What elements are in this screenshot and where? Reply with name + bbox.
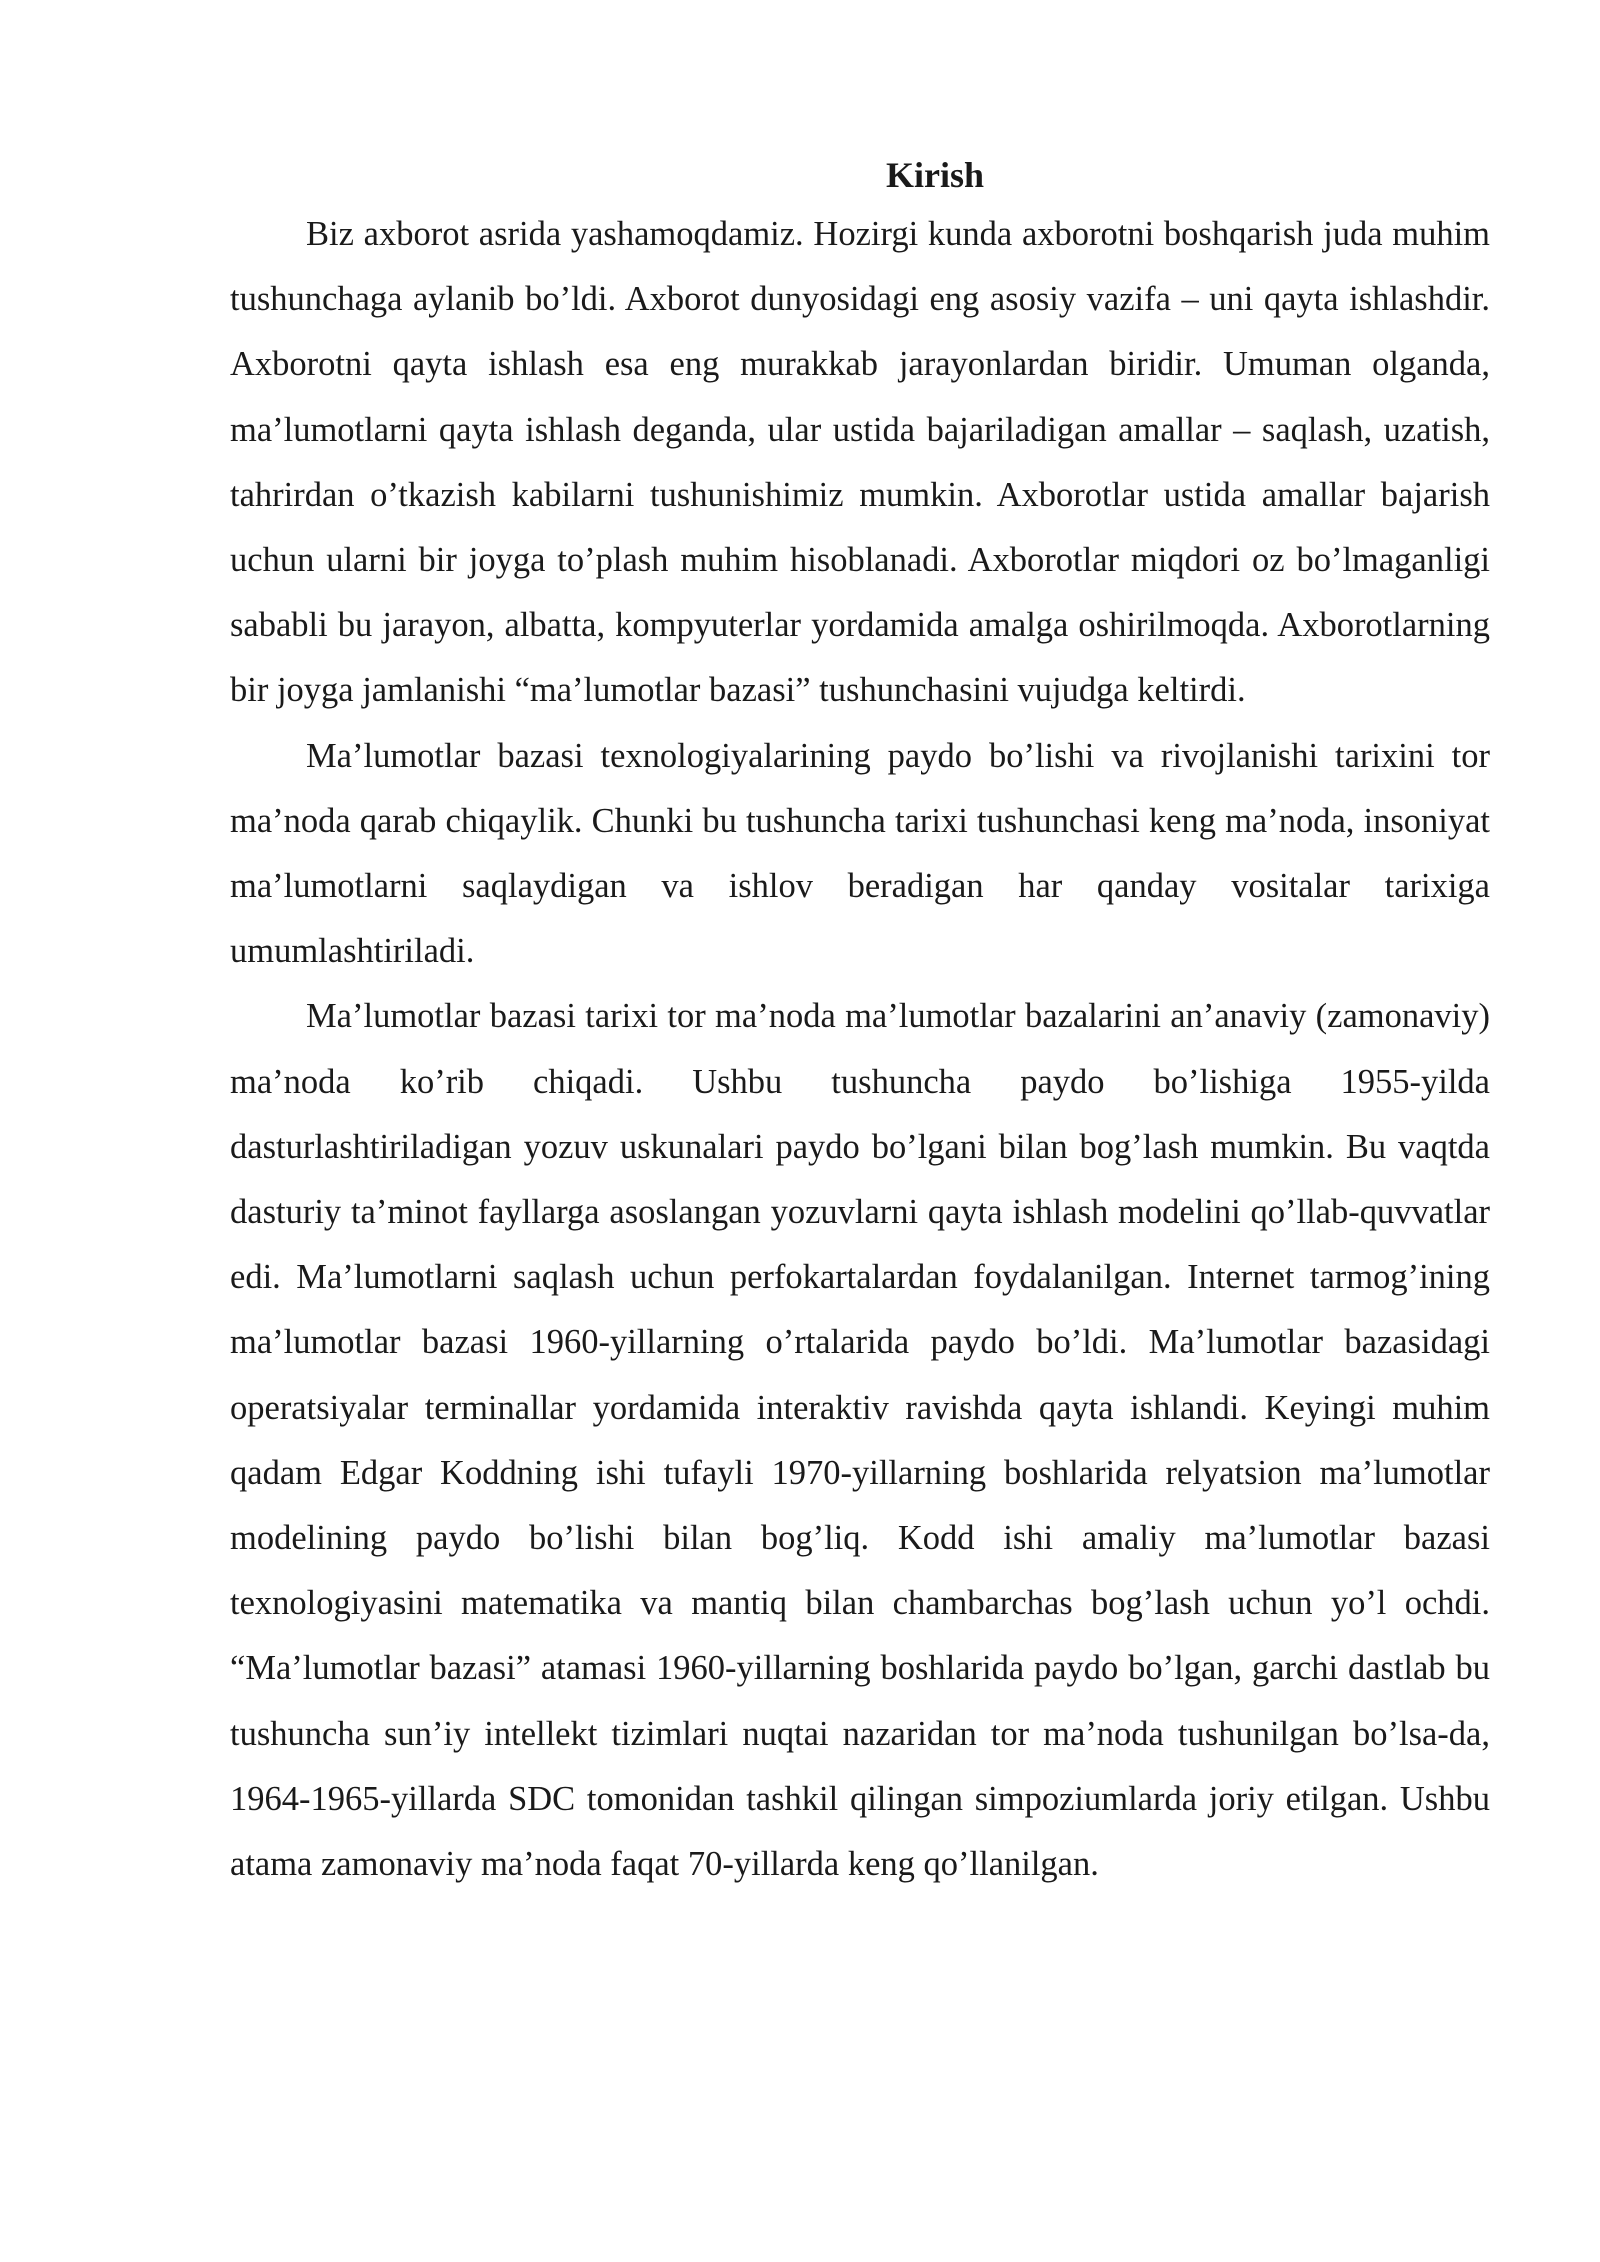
page-title: Kirish (885, 155, 984, 195)
paragraph-history-details: Ma’lumotlar bazasi tarixi tor ma’noda ma’lumotlar bazalarini an’anaviy (zamonaviy) ma’noda ko’rib chiqadi. Ushbu tushuncha paydo bo’lishiga 1955-yilda dasturlashtiriladigan yozuv uskunalari paydo bo’lgani bilan bog’lash mumkin. Bu vaqtda dasturiy ta’minot fayllarga asoslangan yozuvlarni qayta ishlash modelini qo’llab-quvvatlar edi. Ma’lumotlarni saqlash uchun perfokartalardan foydalanilgan. Internet tarmog’ining ma’lumotlar bazasi 1960-yillarning o’rtalarida paydo bo’ldi. Ma’lumotlar bazasidagi operatsiyalar terminallar yordamida interaktiv ravishda qayta ishlandi. Keyingi muhim qadam Edgar Koddning ishi tufayli 1970-yillarning boshlarida relyatsion ma’lumotlar modelining paydo bo’lishi bilan bog’liq. Kodd ishi amaliy ma’lumotlar bazasi texnologiyasini matematika va mantiq bilan chambarchas bog’lash uchun yo’l ochdi. “Ma’lumotlar bazasi” atamasi 1960-yillarning boshlarida paydo bo’lgan, garchi dastlab bu tushuncha sun’iy intellekt tizimlari nuqtai nazaridan tor ma’noda tushunilgan bo’lsa-da, 1964-1965-yillarda SDC tomonidan tashkil qilingan simpoziumlarda joriy etilgan. Ushbu atama zamonaviy ma’noda faqat 70-yillarda keng qo’llanilgan. (230, 997, 1490, 1884)
paragraph-history-narrow: Ma’lumotlar bazasi texnologiyalarining paydo bo’lishi va rivojlanishi tarixini tor ma’noda qarab chiqaylik. Chunki bu tushuncha tarixi tushunchasi keng ma’noda, insoniyat ma’lumotlarni saqlaydigan va ishlov beradigan har qanday vositalar tarixiga umumlashtiriladi. (230, 736, 1490, 971)
paragraph-intro: Biz axborot asrida yashamoqdamiz. Hozirgi kunda axborotni boshqarish juda muhim tushunchaga aylanib bo’ldi. Axborot dunyosidagi eng asosiy vazifa – uni qayta ishlashdir. Axborotni qayta ishlash esa eng murakkab jarayonlardan biridir. Umuman olganda, ma’lumotlarni qayta ishlash deganda, ular ustida bajariladigan amallar – saqlash, uzatish, tahrirdan o’tkazish kabilarni tushunishimiz mumkin. Axborotlar ustida amallar bajarish uchun ularni bir joyga to’plash muhim hisoblanadi. Axborotlar miqdori oz bo’lmaganligi sababli bu jarayon, albatta, kompyuterlar yordamida amalga oshirilmoqda. Axborotlarning bir joyga jamlanishi “ma’lumotlar bazasi” tushunchasini vujudga keltirdi. (230, 215, 1490, 710)
document-page (230, 148, 1490, 1897)
